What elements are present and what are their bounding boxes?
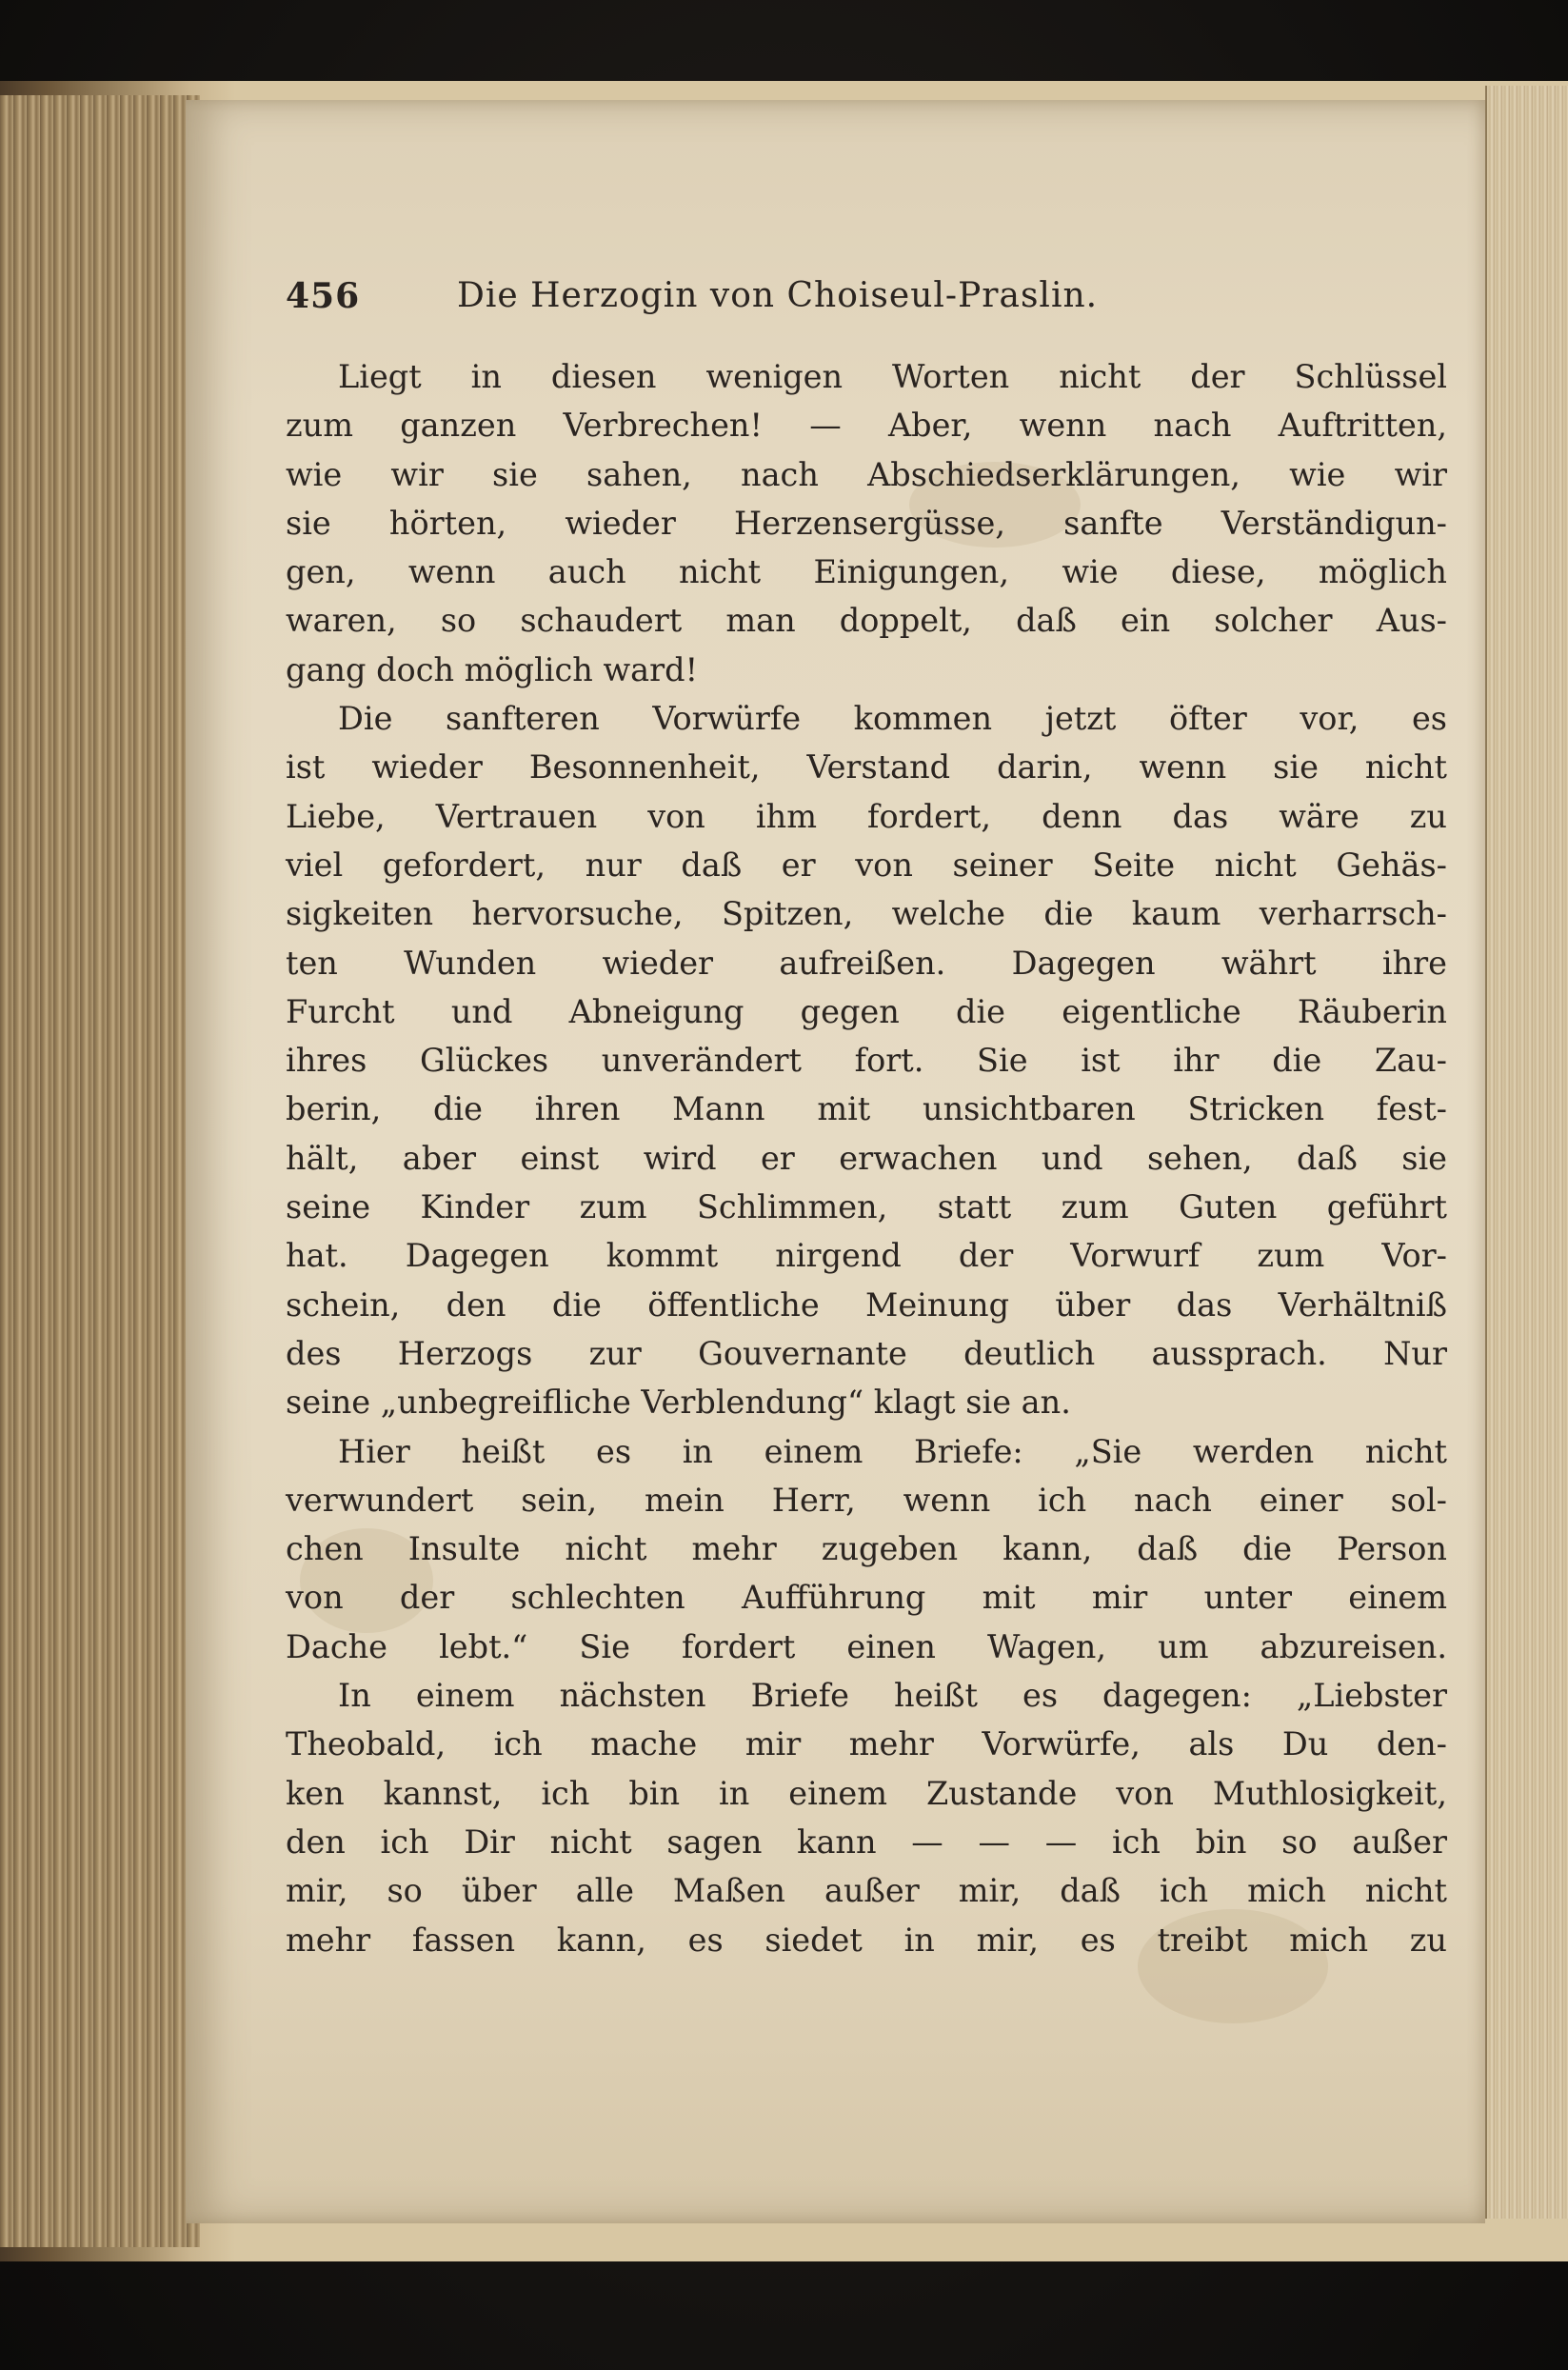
text-line: In einem nächsten Briefe heißt es dagegen: „Liebster — [338, 1677, 1447, 1715]
text-line: Theobald, ich mache mir mehr Vorwürfe, als Du den- — [286, 1725, 1447, 1763]
text-line: Dache lebt.“ Sie fordert einen Wagen, um abzureisen. — [286, 1627, 1447, 1665]
text-line: berin, die ihren Mann mit unsichtbaren Stricken fest- — [286, 1090, 1447, 1128]
text-line: sigkeiten hervorsuche, Spitzen, welche die kaum verharrsch- — [286, 895, 1447, 933]
text-line: gang doch möglich ward! — [286, 650, 699, 688]
right-page-edges — [1485, 86, 1568, 2219]
text-line: Liegt in diesen wenigen Worten nicht der Schlüssel — [338, 358, 1447, 395]
text-line: des Herzogs zur Gouvernante deutlich aussprach. Nur — [286, 1334, 1447, 1372]
text-line: von der schlechten Aufführung mit mir unter einem — [286, 1579, 1447, 1617]
text-line: wie wir sie sahen, nach Abschiedserklärungen, wie wir — [286, 455, 1447, 493]
page-number: 456 — [286, 276, 361, 316]
body-text — [286, 352, 1447, 1964]
text-line: waren, so schaudert man doppelt, daß ein solcher Aus- — [286, 602, 1447, 640]
text-line: chen Insulte nicht mehr zugeben kann, daß die Person — [286, 1530, 1447, 1568]
text-line: hat. Dagegen kommt nirgend der Vorwurf zum Vor- — [286, 1237, 1447, 1275]
text-line: ihres Glückes unverändert fort. Sie ist ihr die Zau- — [286, 1042, 1447, 1080]
text-line: den ich Dir nicht sagen kann — — — ich bin so außer — [286, 1822, 1447, 1861]
text-line: ist wieder Besonnenheit, Verstand darin, wenn sie nicht — [286, 748, 1447, 787]
text-line: ten Wunden wieder aufreißen. Dagegen währt ihre — [286, 944, 1447, 982]
text-line: mehr fassen kann, es siedet in mir, es treibt mich zu — [286, 1921, 1447, 1959]
text-line: Furcht und Abneigung gegen die eigentliche Räuberin — [286, 992, 1447, 1030]
text-line: seine „unbegreifliche Verblendung“ klagt sie an. — [286, 1384, 1071, 1422]
text-line: seine Kinder zum Schlimmen, statt zum Guten geführt — [286, 1188, 1447, 1226]
text-line: zum ganzen Verbrechen! — Aber, wenn nach Auftritten, — [286, 407, 1447, 445]
page-header — [286, 276, 1447, 333]
running-title: Die Herzogin von Choiseul-Praslin. — [457, 276, 1099, 315]
text-line: viel gefordert, nur daß er von seiner Seite nicht Gehäs- — [286, 846, 1447, 884]
text-line: hält, aber einst wird er erwachen und sehen, daß sie — [286, 1139, 1447, 1177]
text-line: Hier heißt es in einem Briefe: „Sie werden nicht — [338, 1432, 1447, 1470]
text-line: verwundert sein, mein Herr, wenn ich nach einer sol- — [286, 1481, 1447, 1519]
text-line: schein, den die öffentliche Meinung über das Verhältniß — [286, 1285, 1447, 1324]
text-line: gen, wenn auch nicht Einigungen, wie diese, möglich — [286, 553, 1447, 591]
text-line: ken kannst, ich bin in einem Zustande von Muthlosigkeit, — [286, 1774, 1447, 1812]
text-line: Die sanfteren Vorwürfe kommen jetzt öfter vor, es — [338, 700, 1447, 738]
text-line: Liebe, Vertrauen von ihm fordert, denn das wäre zu — [286, 797, 1447, 835]
left-page-edges — [0, 95, 200, 2247]
text-line: mir, so über alle Maßen außer mir, daß ich mich nicht — [286, 1872, 1447, 1910]
text-line: sie hörten, wieder Herzensergüsse, sanfte Verständigun- — [286, 504, 1447, 542]
